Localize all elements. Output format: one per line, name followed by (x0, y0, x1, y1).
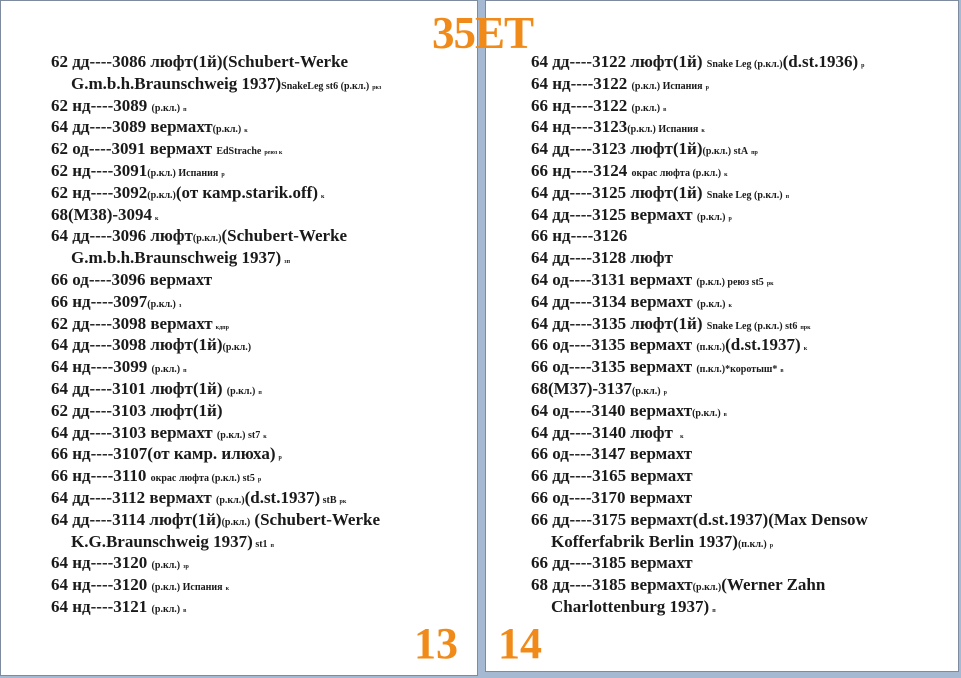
entry-main: 64 дд----3122 люфт(1й) (531, 52, 707, 71)
entry-note: (р.кл.) Испания (627, 124, 699, 136)
entry-mark: к (680, 433, 684, 440)
entry-line (531, 510, 868, 530)
entry-mark: рк (339, 499, 347, 505)
entry-mark: п (183, 368, 187, 375)
page-number-right: 14 (498, 619, 542, 668)
entry-main: 68(М37)-3137 (531, 379, 633, 398)
entry-line (51, 597, 186, 621)
entry-line (51, 335, 251, 358)
entry-mark: к (263, 433, 267, 440)
header-label: 35ЕТ (432, 8, 534, 58)
entry-main: 66 нд----3122 (531, 95, 632, 115)
entry-mark: к (225, 586, 230, 593)
entry-note: (п.кл.) (696, 342, 726, 354)
entry-line (51, 510, 380, 533)
entry-mark: п (712, 608, 716, 614)
entry-mark: к (320, 193, 325, 200)
entry-main: 62 дд----3086 люфт(1й)(Schubert-Werke (51, 52, 349, 71)
entry-mark: кдпр (215, 324, 229, 331)
entry-note: (р.кл.) (221, 516, 251, 528)
entry-main: 64 дд----3098 люфт(1й) (51, 335, 223, 355)
entry-line (531, 401, 727, 425)
entry-mark: к (244, 128, 248, 135)
entry-line (531, 96, 666, 120)
entry-note: (р.кл.) Испания (631, 80, 703, 92)
entry-main2: (d.st.1936) (782, 52, 859, 71)
entry-main: 64 дд----3135 люфт(1й) (531, 313, 707, 333)
entry-main: 66 нд----3097 (51, 291, 148, 311)
entry-note: окрас люфта (р.кл.) st5 (150, 473, 255, 485)
entry-line (531, 183, 789, 207)
entry-main: 62 дд----3103 люфт(1й) (51, 400, 223, 420)
entry-mark: зп (284, 259, 291, 266)
entry-note: (р.кл.) (696, 298, 726, 310)
entry-mark: п (270, 542, 275, 549)
entry-note: (р.кл.) (151, 560, 181, 572)
entry-main: 66 нд----3107(от камр. илюха) (51, 444, 276, 464)
entry-note: (р.кл.) (696, 211, 726, 223)
entry-main: 64 нд----3122 (531, 73, 632, 93)
entry-mark: п (183, 106, 187, 113)
entry-note: (р.кл.) (151, 604, 181, 615)
entry-line (51, 314, 229, 338)
entry-note: (р.кл.) (632, 386, 661, 397)
entry-note: окрас люфта (р.кл.) (631, 168, 722, 179)
entry-main: 64 дд----3101 люфт(1й) (51, 379, 227, 398)
entry-mark: рк (766, 281, 774, 287)
entry-main: G.m.b.h.Braunschweig 1937) (71, 248, 282, 268)
entry-note: (р.кл.) (147, 298, 176, 310)
entry-note: (р.кл.) (226, 386, 256, 397)
entry-main: 64 дд----3140 люфт (531, 422, 678, 442)
entry-main: 66 нд----3126 (531, 226, 628, 246)
entry-line (531, 52, 865, 76)
entry-mark: р (728, 215, 732, 222)
entry-main2: (Schubert-Werke (221, 226, 348, 246)
entry-mark: к (803, 346, 808, 353)
entry-mark: к (701, 128, 705, 135)
entry-line (531, 488, 692, 508)
entry-note: Snake Leg (р.кл.) st6 (706, 320, 798, 332)
entry-main: 64 нд----3099 (51, 357, 152, 377)
entry-main: 64 нд----3120 (51, 575, 152, 595)
entry-main: 62 нд----3089 (51, 95, 152, 115)
entry-main: 66 дд----3165 вермахт (531, 466, 693, 486)
entry-main: 64 дд----3096 люфт (51, 226, 193, 246)
entry-mark: к (155, 215, 159, 222)
entry-line (51, 205, 159, 229)
entry-line (51, 423, 267, 447)
entry-note: (р.кл.) st7 (216, 429, 261, 441)
entry-line (531, 270, 774, 294)
entry-main: 66 нд----3124 (531, 161, 632, 180)
entry-main: 68(М38)-3094 (51, 204, 153, 224)
entry-main: 66 дд----3175 вермахт(d.st.1937)(Max Densow (531, 509, 868, 529)
entry-main: 66 од----3096 вермахт (51, 270, 213, 289)
entry-line (531, 444, 692, 464)
entry-mark: р (663, 390, 667, 396)
entry-line (51, 226, 347, 249)
entry-main: 64 дд----3128 люфт (531, 248, 673, 268)
entry-main2: (d.st.1937) (725, 335, 801, 355)
entry-mark: р (221, 172, 225, 178)
entry-main: 64 дд----3123 люфт(1й) (531, 139, 703, 159)
entry-line (531, 314, 811, 338)
entry-line (51, 270, 212, 290)
entry-note: (п.кл.) (737, 538, 767, 550)
entry-main: 64 дд----3114 люфт(1й) (51, 509, 222, 529)
entry-line (51, 488, 346, 512)
entry-mark: прк (800, 324, 811, 331)
entry-line (531, 161, 728, 185)
entry-line (71, 248, 290, 272)
entry-mark: р (769, 542, 774, 549)
entry-mark: в (780, 368, 784, 375)
entry-note: (р.кл.) реюз st5 (696, 277, 764, 288)
entry-note: (п.кл.)*коротыш* (696, 364, 778, 376)
entry-main: 66 нд----3110 (51, 466, 151, 486)
entry-line (71, 74, 381, 98)
entry-mark: п (785, 193, 790, 200)
entry-line (51, 444, 282, 468)
right-page (485, 0, 959, 672)
entry-mark: пр (751, 150, 758, 157)
entry-mark: реюз к (264, 150, 283, 157)
entry-note: EdStrache (216, 146, 262, 158)
entry-main: 64 од----3140 вермахт (531, 400, 693, 420)
entry-line (51, 161, 225, 185)
entry-line (51, 139, 282, 163)
entry-note2: stB (320, 495, 337, 506)
entry-main: 64 нд----3123 (531, 117, 628, 137)
entry-note: (р.кл.) (631, 102, 661, 114)
entry-main: 66 од----3147 вермахт (531, 444, 693, 464)
entry-main2: (Werner Zahn (721, 575, 826, 595)
entry-main2: (Schubert-Werke (250, 509, 381, 529)
entry-main: Kofferfabrik Berlin 1937) (551, 531, 738, 551)
entry-line (531, 553, 693, 573)
entry-main: 62 од----3091 вермахт (51, 139, 217, 159)
entry-note: (р.кл.) stA (702, 146, 749, 158)
entry-mark: з (178, 302, 182, 309)
entry-main: 62 нд----3091 (51, 161, 148, 180)
entry-line (51, 466, 261, 490)
entry-mark: п (258, 390, 262, 396)
entry-mark: р (705, 84, 709, 91)
entry-main2: (d.st.1937) (244, 488, 321, 507)
entry-note: (р.кл.) (151, 102, 181, 114)
entry-mark: р (257, 477, 262, 484)
entry-note: st1 (252, 538, 268, 550)
entry-line (531, 575, 825, 598)
entry-main: 66 од----3135 вермахт (531, 357, 697, 377)
entry-main: 68 дд----3185 вермахт (531, 575, 693, 595)
entry-line (51, 292, 181, 316)
entry-line (51, 401, 223, 421)
entry-main: 64 нд----3120 (51, 553, 152, 573)
entry-main: 64 дд----3134 вермахт (531, 291, 697, 311)
entry-line (51, 52, 348, 72)
entry-line (531, 335, 807, 359)
entry-main: 66 од----3135 вермахт (531, 335, 697, 355)
entry-main: 64 дд----3103 вермахт (51, 422, 217, 442)
entry-note: (р.кл.) (147, 189, 176, 201)
entry-line (531, 357, 784, 381)
entry-mark: к (724, 172, 728, 178)
entry-main: 64 нд----3121 (51, 597, 152, 616)
entry-main: 66 дд----3185 вермахт (531, 553, 693, 573)
entry-line (51, 183, 324, 207)
entry-main: 64 дд----3125 вермахт (531, 204, 697, 224)
entry-line (51, 553, 189, 577)
entry-note: Snake Leg (р.кл.) (706, 59, 783, 70)
entry-main: 66 од----3170 вермахт (531, 488, 693, 507)
entry-mark: в (663, 106, 667, 113)
entry-main: 64 дд----3089 вермахт (51, 117, 213, 137)
entry-main: 64 од----3131 вермахт (531, 270, 697, 289)
entry-line (531, 74, 709, 98)
entry-mark: в (183, 608, 187, 614)
entry-note: (р.кл.) (215, 495, 245, 506)
entry-main: K.G.Braunschweig 1937) (71, 531, 253, 551)
entry-mark: в (723, 411, 727, 418)
entry-main: Charlottenburg 1937) (551, 597, 710, 616)
entry-main: 62 дд----3098 вермахт (51, 313, 213, 333)
entry-line (51, 575, 229, 599)
entry-line (71, 532, 274, 556)
page-number-left: 13 (414, 619, 458, 668)
entry-main2: (от камр.starik.off) (175, 182, 318, 202)
entry-line (531, 226, 627, 246)
entry-note: SnakeLeg st6 (р.кл.) (281, 80, 370, 92)
entry-line (531, 117, 705, 141)
entry-line (51, 357, 187, 381)
entry-main: G.m.b.h.Braunschweig 1937) (71, 73, 282, 93)
entry-line (51, 117, 248, 141)
entry-line (551, 597, 716, 621)
entry-note: Snake Leg (р.кл.) (706, 189, 783, 201)
entry-note: (р.кл.) Испания (151, 582, 223, 594)
entry-line (531, 205, 732, 229)
entry-mark: р (278, 455, 282, 462)
entry-note: (р.кл.) (222, 342, 252, 354)
entry-line (531, 423, 684, 447)
entry-note: (р.кл.) (212, 124, 242, 136)
entry-mark: к (728, 302, 732, 309)
entry-line (531, 248, 673, 268)
entry-mark: р (861, 63, 865, 69)
entry-line (531, 466, 693, 486)
entry-main: 64 дд----3112 вермахт (51, 488, 216, 507)
entry-note: (р.кл.) (151, 364, 181, 376)
entry-line (51, 379, 262, 403)
entry-mark: зр (183, 564, 189, 571)
left-page (0, 0, 478, 676)
entry-note: (р.кл.) (692, 407, 721, 419)
entry-line (531, 139, 758, 163)
entry-main: 62 нд----3092 (51, 182, 148, 202)
entry-line (551, 532, 773, 556)
entry-mark: ркз (372, 84, 382, 91)
entry-line (531, 292, 732, 316)
entry-line (51, 96, 187, 120)
entry-main: 64 дд----3125 люфт(1й) (531, 182, 707, 202)
entry-line (531, 379, 667, 403)
entry-note: (р.кл.) Испания (147, 168, 219, 179)
entry-note: (р.кл.) (692, 582, 722, 594)
entry-note: (р.кл.) (192, 233, 222, 245)
